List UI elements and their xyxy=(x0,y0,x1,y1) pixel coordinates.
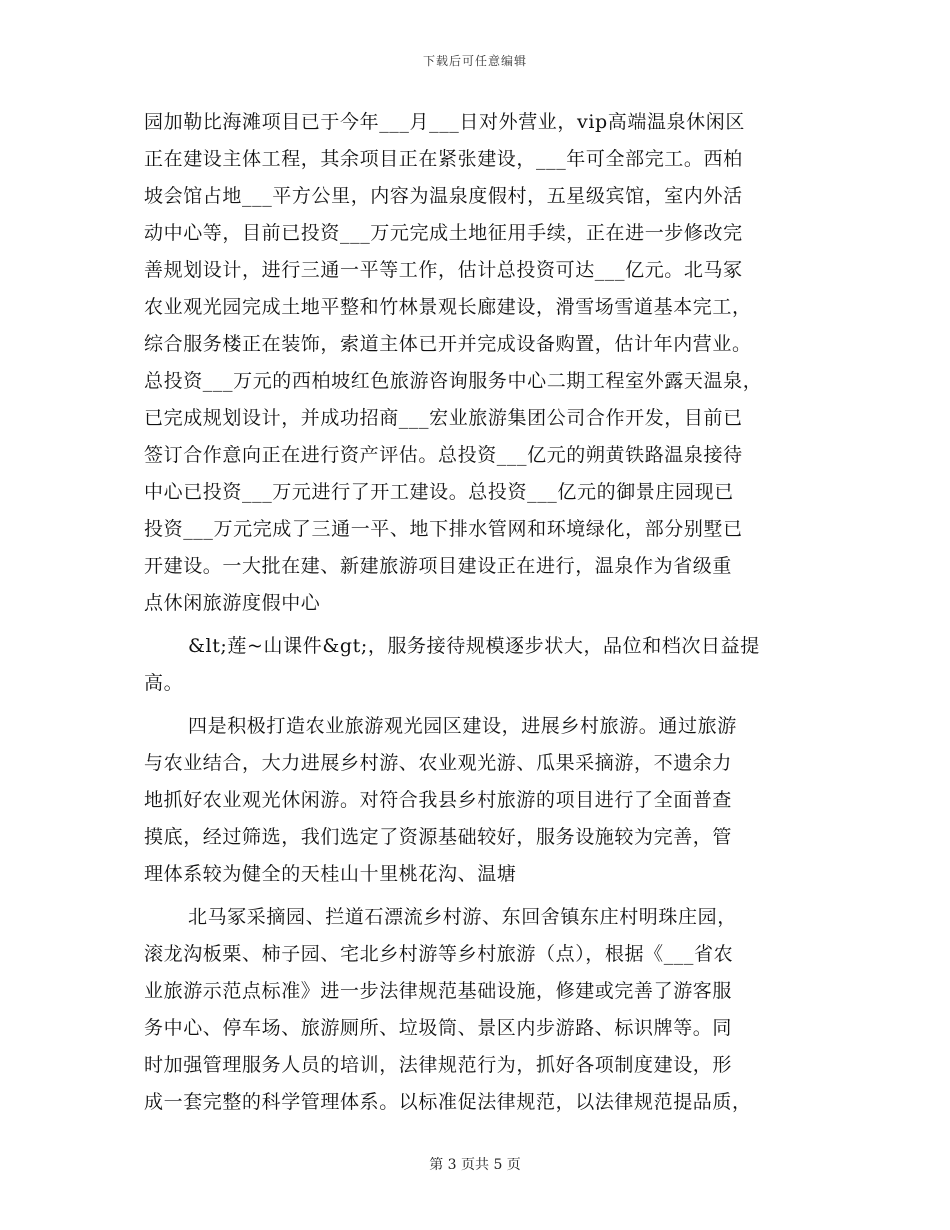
text-line: 务中心、停车场、旅游厕所、垃圾筒、景区内步游路、标识牌等。同 xyxy=(144,1017,733,1039)
text-line: 北马冢采摘园、拦道石漂流乡村游、东回舍镇东庄村明珠庄园， xyxy=(188,906,737,928)
text-line: 投资___万元完成了三通一平、地下排水管网和环境绿化，部分别墅已 xyxy=(144,518,743,540)
paragraph-4 xyxy=(144,899,810,1121)
document-body xyxy=(144,104,810,1121)
page-footer: 第 3 页共 5 页 xyxy=(429,1157,521,1173)
text-line: 综合服务楼正在装饰，索道主体已开并完成设备购置，估计年内营业。 xyxy=(144,333,752,355)
text-line: 滚龙沟板栗、柿子园、宅北乡村游等乡村旅游（点），根据《___省农 xyxy=(144,943,734,965)
text-line: 正在建设主体工程，其余项目正在紧张建设，___年可全部完工。西柏 xyxy=(144,148,743,170)
text-line: 已完成规划设计，并成功招商___宏业旅游集团公司合作开发，目前已 xyxy=(144,407,743,429)
text-line: 园加勒比海滩项目已于今年___月___日对外营业，vip高端温泉休闲区 xyxy=(144,111,745,133)
text-line: 中心已投资___万元进行了开工建设。总投资___亿元的御景庄园现已 xyxy=(144,481,734,503)
text-line: 地抓好农业观光休闲游。对符合我县乡村旅游的项目进行了全面普查 xyxy=(144,789,733,811)
text-line: 时加强管理服务人员的培训，法律规范行为，抓好各项制度建设，形 xyxy=(144,1054,733,1076)
text-line: 坡会馆占地___平方公里，内容为温泉度假村，五星级宾馆，室内外活 xyxy=(144,185,743,207)
text-line: 点休闲旅游度假中心 xyxy=(144,592,321,614)
text-line: 善规划设计，进行三通一平等工作，估计总投资可达___亿元。北马冢 xyxy=(144,259,743,281)
page-header: 下载后可任意编辑 xyxy=(422,54,527,68)
text-line: 动中心等，目前已投资___万元完成土地征用手续，正在进一步修改完 xyxy=(144,222,743,244)
text-line: 开建设。一大批在建、新建旅游项目建设正在进行，温泉作为省级重 xyxy=(144,555,733,577)
text-line: 摸底，经过筛选，我们选定了资源基础较好，服务设施较为完善，管 xyxy=(144,826,733,848)
paragraph-3 xyxy=(144,708,810,893)
text-line: 理体系较为健全的天桂山十里桃花沟、温塘 xyxy=(144,863,517,885)
paragraph-1 xyxy=(144,104,810,622)
text-line: 成一套完整的科学管理体系。以标准促法律规范，以法律规范提品质， xyxy=(144,1091,752,1113)
text-line: 农业观光园完成土地平整和竹林景观长廊建设，滑雪场雪道基本完工， xyxy=(144,296,752,318)
text-line: 四是积极打造农业旅游观光园区建设，进展乡村旅游。通过旅游 xyxy=(188,715,737,737)
text-line: 签订合作意向正在进行资产评估。总投资___亿元的朔黄铁路温泉接待 xyxy=(144,444,743,466)
text-line: 与农业结合，大力进展乡村游、农业观光游、瓜果采摘游，不遗余力 xyxy=(144,752,733,774)
text-line: 总投资___万元的西柏坡红色旅游咨询服务中心二期工程室外露天温泉， xyxy=(144,370,763,392)
text-line: &lt;莲~山课件&gt;，服务接待规模逐步状大，品位和档次日益提 xyxy=(188,635,760,657)
paragraph-2 xyxy=(144,628,810,702)
text-line: 高。 xyxy=(144,672,184,694)
text-line: 业旅游示范点标准》进一步法律规范基础设施，修建或完善了游客服 xyxy=(144,980,733,1002)
